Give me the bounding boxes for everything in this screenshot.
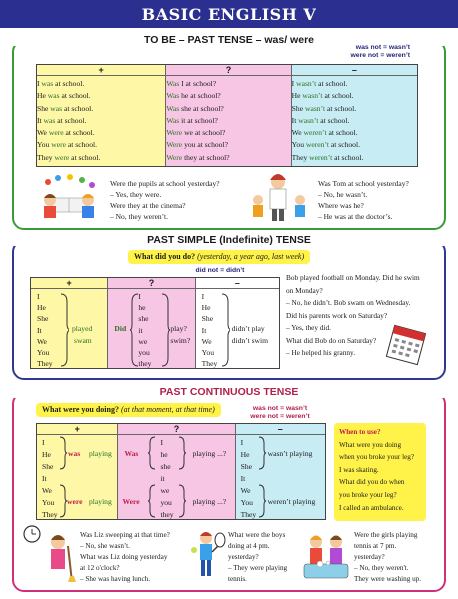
table-row: We [240, 486, 251, 495]
table-row: It [201, 325, 207, 335]
brace [59, 484, 67, 520]
table-row: They [240, 510, 257, 519]
positive-column [37, 65, 166, 166]
dialog-line: What did Bob do on Saturday? [286, 335, 377, 345]
table-row: Was he at school? [166, 91, 221, 101]
brace [178, 436, 186, 472]
kids-reading-illustration [36, 172, 102, 224]
table-row: We were at school. [37, 128, 95, 138]
verb-played: played [72, 324, 93, 333]
rule-line: was not = wasn’t [355, 44, 410, 51]
dialog-line: Did his parents work on Saturday? [286, 310, 388, 320]
dialog-line: doing at 4 pm. [228, 542, 270, 550]
col-header: ? [108, 278, 194, 289]
dialog-line: What was Liz doing yesterday [80, 553, 168, 561]
dialog-line: – Yes, they did. [286, 323, 332, 332]
dialog-line: Bob played football on Monday. Did he swim [286, 273, 420, 282]
dialog-line: – Yes, they were. [110, 190, 162, 199]
table-row: We [42, 486, 52, 495]
when-to-use-box [334, 423, 426, 521]
aux-were-q: Were [122, 497, 140, 506]
table-row: They [37, 359, 53, 369]
col-header: ? [118, 424, 234, 435]
positive-rows [37, 76, 165, 164]
table-row: We weren’t at school. [291, 128, 358, 138]
table-row: You were at school. [37, 140, 97, 150]
table-row: It [37, 325, 42, 335]
when-box-line: I called an ambulance. [339, 503, 404, 512]
when-box-line: What were you doing [339, 440, 402, 449]
section-title-text: PAST SIMPLE (Indefinite) TENSE [142, 234, 316, 246]
dialog-line: tennis. [228, 575, 247, 583]
brace [59, 292, 69, 368]
table-row: He [37, 303, 46, 313]
negative-column [292, 65, 417, 166]
table-row: You [42, 498, 55, 507]
table-row: you [160, 498, 172, 507]
brace [258, 484, 266, 520]
dialog-line: tennis at 7 pm. [354, 542, 397, 550]
aux-was-q: Was [124, 449, 139, 458]
table-row: We [37, 336, 47, 346]
past-simple-table [30, 277, 280, 369]
dialog-line: – No, he didn’t. Bob swam on Wednesday. [286, 298, 411, 307]
when-box-line: What did you do when [339, 478, 405, 487]
table-row: Was I at school? [166, 79, 217, 88]
question-rows [166, 76, 290, 164]
contraction-rule [240, 405, 320, 421]
title-banner [0, 0, 458, 28]
col-header: ? [166, 65, 290, 76]
dialog-line: yesterday? [228, 553, 259, 561]
dialog-line: on Monday? [286, 285, 323, 295]
table-row: I [201, 292, 205, 301]
table-row: he [160, 450, 168, 459]
table-row: they [138, 359, 152, 369]
table-row: It [240, 474, 246, 483]
dialog-line: – They were playing [228, 564, 288, 572]
table-row: It was at school. [37, 115, 87, 125]
table-row: She was at school. [37, 103, 94, 113]
table-row: Were you at school? [166, 140, 228, 150]
dialog-line: Was Tom at school yesterday? [318, 179, 409, 188]
table-row: I was at school. [37, 79, 85, 88]
table-row: They [42, 510, 58, 519]
aux-was: was [68, 449, 81, 458]
table-row: I [138, 292, 141, 301]
table-row: it [160, 474, 165, 483]
table-row: You [201, 347, 214, 357]
col-header: + [31, 278, 107, 289]
question-pill [36, 403, 221, 417]
section-title-text: PAST CONTINUOUS TENSE [155, 386, 304, 398]
question-column [166, 65, 291, 166]
dialog-line: – He helped his granny. [286, 348, 356, 357]
pronoun-rows [31, 289, 107, 369]
girls-washing-up-illustration [300, 528, 352, 584]
dialog-line: – No, they weren’t. [110, 212, 168, 221]
table-row: I [42, 438, 45, 447]
table-row: He [42, 450, 51, 459]
table-row: He wasn’t at school. [291, 91, 354, 101]
section-title-text: TO BE – PAST TENSE – was/ were [139, 34, 319, 46]
positive-column [31, 278, 108, 368]
dialog-line: – No, they weren't. [354, 564, 409, 572]
aux-were: were [67, 497, 83, 506]
verb-didnt-swim: didn’t swim [231, 336, 269, 345]
section-title [14, 386, 444, 398]
brace [148, 484, 156, 520]
verb-playing-q: playing ...? [192, 449, 227, 458]
table-row: Was she at school? [166, 103, 224, 113]
rule-line: was not = wasn’t [252, 405, 308, 412]
table-row: He was at school. [37, 91, 91, 101]
pill-question: What did you do? [134, 252, 196, 261]
dialog-line: – No, he wasn’t. [318, 190, 368, 199]
rule-line: were not = weren’t [350, 52, 410, 59]
table-row: I [240, 438, 244, 447]
brace [148, 436, 156, 472]
verb-wasnt-playing: wasn’t playing [267, 449, 313, 458]
table-row: we [138, 336, 148, 346]
aux-did: Did [114, 324, 127, 333]
contraction-rule [180, 267, 260, 275]
dialog-line: Were the girls playing [354, 531, 418, 539]
dialog-line: – No, she wasn’t. [80, 542, 130, 550]
table-row: She [201, 314, 214, 324]
question-pill [128, 250, 310, 264]
negative-column [196, 278, 279, 368]
when-box-line: I was skating. [339, 465, 379, 474]
rule-line: did not = didn’t [195, 267, 245, 274]
verb-playing: playing [89, 449, 112, 458]
dialog-line: at 12 o'clock? [80, 564, 120, 572]
question-column [108, 278, 195, 368]
table-row: she [138, 314, 149, 324]
brace [160, 292, 170, 368]
when-box-line: when you broke your leg? [339, 453, 415, 462]
dialog-line: – She was having lunch. [80, 575, 151, 583]
table-row: Were we at school? [166, 128, 226, 138]
calendar-icon [386, 323, 426, 367]
verb-play-q: play? [170, 324, 187, 333]
to-be-table [36, 64, 418, 167]
pill-question: What were you doing? [42, 405, 119, 414]
when-box-line: you broke your leg? [339, 490, 397, 499]
verb-swam: swam [74, 336, 92, 345]
boy-playing-tennis-illustration [188, 528, 226, 584]
table-row: She wasn’t at school. [291, 103, 357, 113]
table-row: They were at school. [37, 152, 101, 162]
verb-playing: playing [89, 497, 112, 506]
table-row: I wasn’t at school. [291, 79, 348, 88]
pill-note: (yesterday, a year ago, last week) [197, 252, 305, 261]
table-row: she [160, 462, 171, 471]
dialog-liz [80, 530, 200, 585]
contraction-rule [310, 44, 410, 60]
pill-note: (at that moment, at that time) [120, 405, 215, 414]
positive-column [37, 424, 118, 519]
dialog-line: Were the pupils at school yesterday? [110, 179, 220, 188]
col-header: – [196, 278, 279, 289]
pronoun-rows [138, 289, 151, 369]
dialog-line: – He was at the doctor’s. [318, 212, 393, 221]
table-row: You [37, 347, 50, 357]
table-row: She [42, 462, 54, 471]
verb-playing-q: playing ...? [192, 497, 227, 506]
rule-line: were not = weren’t [250, 413, 310, 420]
table-row: They weren’t at school. [291, 152, 364, 162]
dialog-tom [318, 178, 444, 222]
table-row: they [160, 510, 174, 519]
when-box-heading: When to use? [339, 428, 381, 436]
dialog-line: Was Liz sweeping at that time? [80, 531, 170, 539]
clock-and-girl-sweeping-illustration [22, 524, 80, 586]
question-column [118, 424, 235, 519]
brace [220, 292, 230, 368]
dialog-boys [228, 530, 298, 585]
dialog-pupils [110, 178, 270, 222]
negative-rows [292, 76, 417, 164]
table-row: You [240, 498, 253, 507]
dialog-line: Were they at the cinema? [110, 201, 186, 210]
brace [178, 484, 186, 520]
table-row: He [240, 450, 250, 459]
table-row: Were they at school? [166, 152, 230, 162]
col-header: + [37, 65, 165, 76]
col-header: – [236, 424, 325, 435]
pronoun-rows [160, 435, 173, 521]
table-row: we [160, 486, 170, 495]
page-title: BASIC ENGLISH V [141, 4, 317, 24]
brace [258, 436, 266, 472]
table-row: She [240, 462, 253, 471]
table-row: Was it at school? [166, 115, 218, 125]
verb-didnt-play: didn’t play [231, 324, 265, 333]
dialog-line: Where was he? [318, 201, 364, 210]
dialog-girls [354, 530, 446, 585]
doctor-with-kids-illustration [248, 170, 312, 226]
table-row: She [37, 314, 49, 324]
table-row: We [201, 336, 212, 346]
col-header: + [37, 424, 117, 435]
dialog-line: yesterday? [354, 553, 385, 561]
col-header: – [292, 65, 417, 76]
table-row: it [138, 325, 143, 335]
past-continuous-table [36, 423, 326, 520]
table-row: You weren’t at school. [291, 140, 360, 150]
table-row: It [42, 474, 47, 483]
table-row: I [37, 292, 40, 301]
table-row: you [138, 347, 150, 357]
table-row: he [138, 303, 146, 313]
table-row: It wasn’t at school. [291, 115, 350, 125]
section-title [14, 234, 444, 246]
table-row: They [201, 359, 218, 369]
dialog-line: They were washing up. [354, 575, 422, 583]
dialog-line: What were the boys [228, 531, 286, 539]
brace [59, 436, 67, 472]
negative-column [236, 424, 325, 519]
table-row: He [201, 303, 211, 313]
verb-swim-q: swim? [170, 336, 191, 345]
verb-werent-playing: weren’t playing [267, 497, 316, 506]
table-row: I [160, 438, 163, 447]
